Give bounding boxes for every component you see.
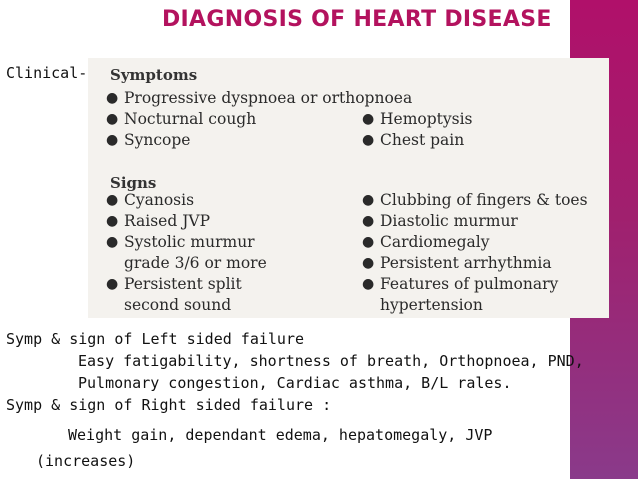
list-item: ● Cardiomegaly	[362, 233, 490, 251]
bullet-icon: ●	[362, 132, 375, 148]
bullet-icon: ●	[362, 255, 375, 271]
list-item: ● Clubbing of fingers & toes	[362, 191, 588, 209]
list-item-continuation: second sound	[124, 296, 232, 314]
signs-left-list	[102, 190, 267, 316]
right-failure-heading: Symp & sign of Right sided failure :	[6, 396, 332, 414]
right-failure-line-1: Weight gain, dependant edema, hepatomegaly, JVP	[68, 426, 493, 444]
right-failure-line-2: (increases)	[36, 452, 136, 470]
list-item: ● Raised JVP	[106, 212, 211, 230]
list-item: ● Persistent split	[106, 275, 242, 293]
list-item-continuation: grade 3/6 or more	[124, 254, 267, 272]
bullet-icon: ●	[362, 213, 375, 229]
list-item: ● Chest pain	[362, 131, 465, 149]
bullet-icon: ●	[362, 192, 375, 208]
list-item: ● Cyanosis	[106, 191, 195, 209]
symptoms-heading: Symptoms	[110, 66, 198, 84]
left-failure-line-1: Easy fatigability, shortness of breath, Orthopnoea, PND,	[78, 352, 584, 370]
list-item: ● Diastolic murmur	[362, 212, 518, 230]
list-item: ● Persistent arrhythmia	[362, 254, 552, 272]
signs-heading: Signs	[110, 174, 157, 192]
bullet-icon: ●	[106, 132, 119, 148]
list-item: ● Nocturnal cough	[106, 110, 257, 128]
list-item-continuation: hypertension	[380, 296, 483, 314]
list-item: ● Features of pulmonary	[362, 275, 559, 293]
slide-title: DIAGNOSIS OF HEART DISEASE	[162, 7, 552, 32]
clinical-panel-image	[88, 58, 609, 318]
list-item: ● Progressive dyspnoea or orthopnoea	[106, 89, 413, 107]
bullet-icon: ●	[106, 111, 119, 127]
bullet-icon: ●	[106, 234, 119, 250]
bullet-icon: ●	[362, 234, 375, 250]
left-failure-heading: Symp & sign of Left sided failure	[6, 330, 305, 348]
signs-right-list	[358, 190, 588, 316]
list-item: ● Systolic murmur	[106, 233, 255, 251]
bullet-icon: ●	[106, 192, 119, 208]
symptoms-right-list	[358, 109, 473, 151]
list-item: ● Syncope	[106, 131, 191, 149]
bullet-icon: ●	[106, 90, 119, 106]
bullet-icon: ●	[362, 276, 375, 292]
clinical-label: Clinical-	[6, 64, 88, 82]
bullet-icon: ●	[106, 213, 119, 229]
list-item: ● Hemoptysis	[362, 110, 473, 128]
left-failure-line-2: Pulmonary congestion, Cardiac asthma, B/L rales.	[78, 374, 512, 392]
bullet-icon: ●	[106, 276, 119, 292]
bullet-icon: ●	[362, 111, 375, 127]
